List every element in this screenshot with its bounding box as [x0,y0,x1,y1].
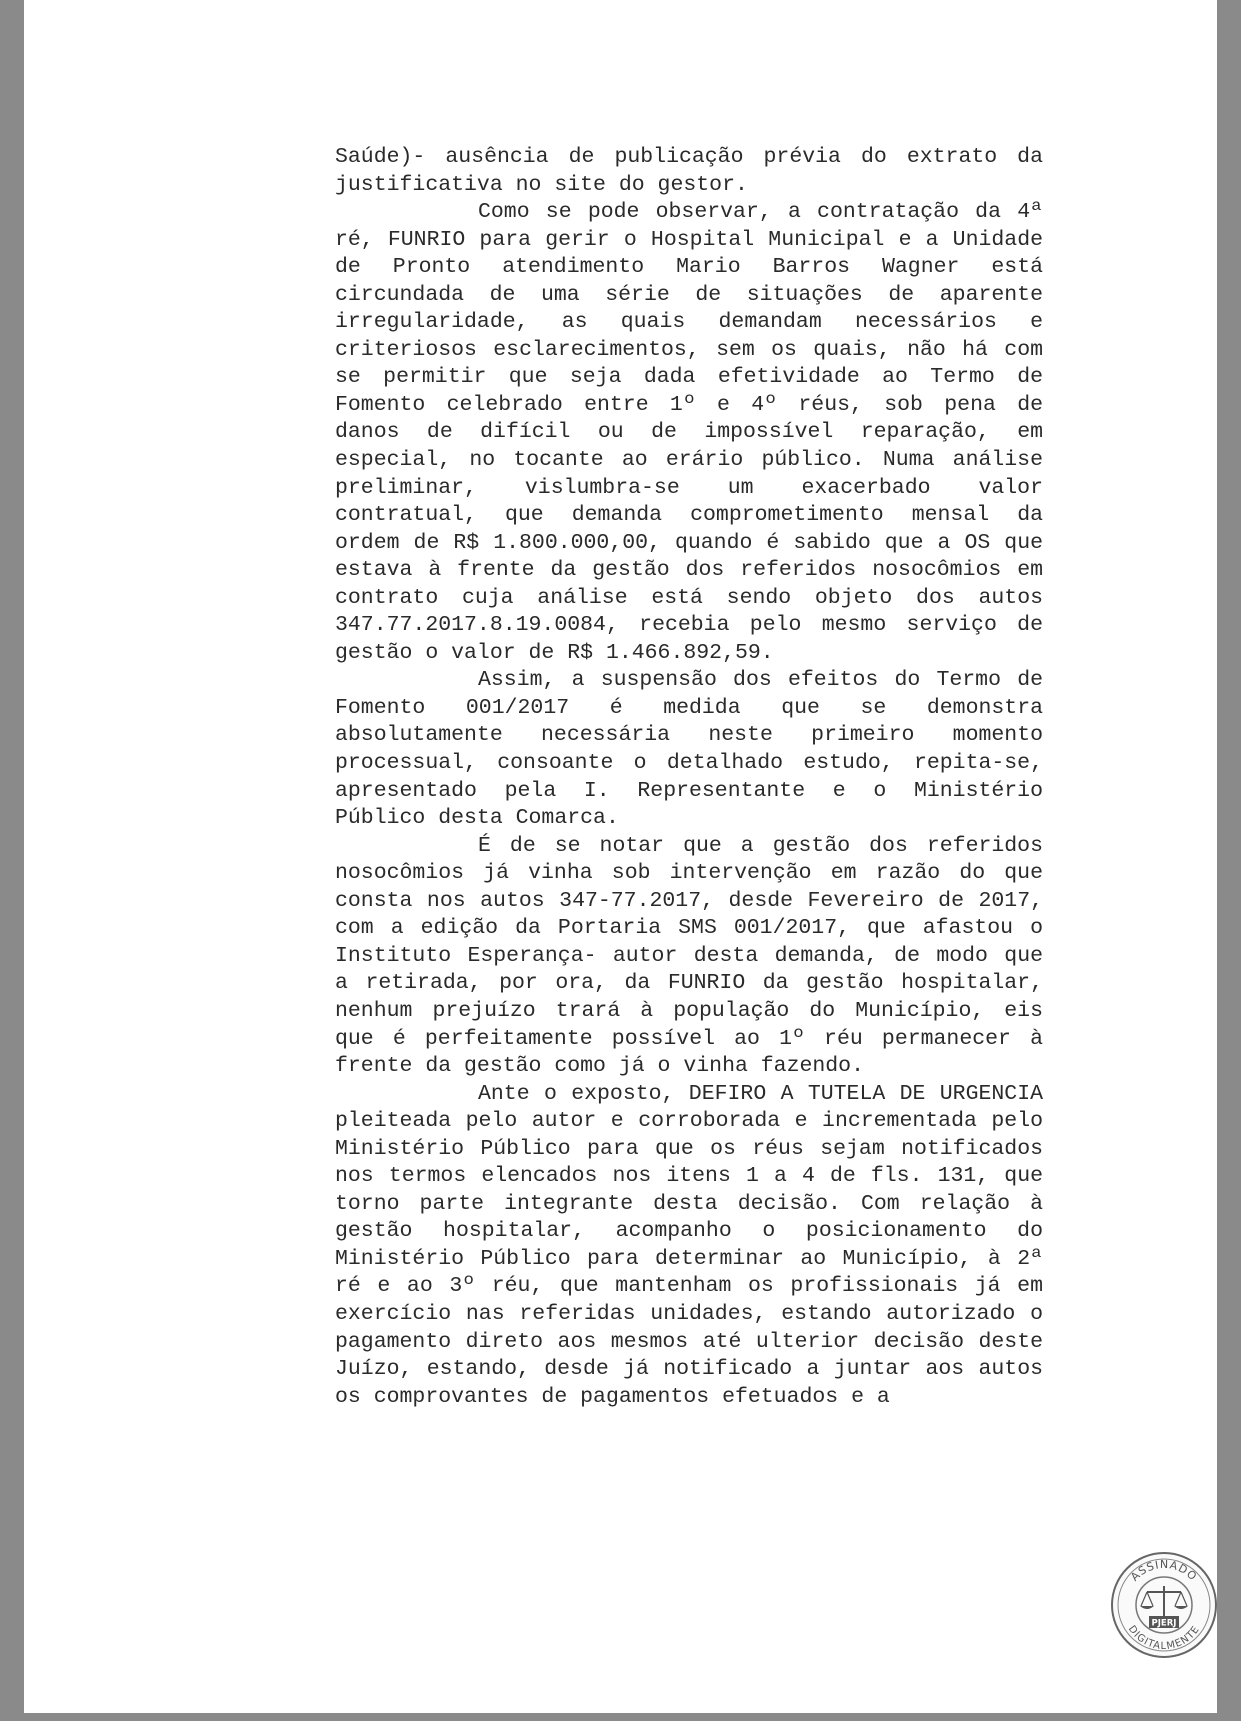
paragraph-2: Como se pode observar, a contratação da 4ª ré, FUNRIO para gerir o Hospital Municipal e a Unidade de Pronto atendimento Mario Barros Wagner está circundada de uma série de situações de aparente irregularidade, as quais demandam necessários e criteriosos esclarecimentos, sem os quais, não há com se permitir que seja dada efetividade ao Termo de Fomento celebrado entre 1º e 4º réus, sob pena de danos de difícil ou de impossível reparação, em especial, no tocante ao erário público. Numa análise preliminar, vislumbra-se um exacerbado valor contratual, que demanda comprometimento mensal da ordem de R$ 1.800.000,00, quando é sabido que a OS que estava à frente da gestão dos referidos nosocômios em contrato cuja análise está sendo objeto dos autos 347.77.2017.8.19.0084, recebia pelo mesmo serviço de gestão o valor de R$ 1.466.892,59. [335,200,1043,665]
paragraph-3: Assim, a suspensão dos efeitos do Termo de Fomento 001/2017 é medida que se demonstra absolutamente necessária neste primeiro momento processual, consoante o detalhado estudo, repita-se, apresentado pela I. Representante e o Ministério Público desta Comarca. [335,668,1043,831]
document-page [24,0,1217,1713]
seal-top-text: ASSINADO [1128,1557,1200,1584]
digital-signature-seal [1109,1550,1219,1660]
scales-of-justice-icon [1109,1550,1219,1660]
seal-bottom-text: DIGITALMENTE [1125,1623,1203,1653]
document-body [335,144,1043,1411]
paragraph-1: Saúde)- ausência de publicação prévia do extrato da justificativa no site do gestor. [335,145,1043,197]
paragraph-5: Ante o exposto, DEFIRO A TUTELA DE URGENCIA pleiteada pelo autor e corroborada e incrementada pelo Ministério Público para que os réus sejam notificados nos termos elencados nos itens 1 a 4 de fls. 131, que torno parte integrante desta decisão. Com relação à gestão hospitalar, acompanho o posicionamento do Ministério Público para determinar ao Município, à 2ª ré e ao 3º réu, que mantenham os profissionais já em exercício nas referidas unidades, estando autorizado o pagamento direto aos mesmos até ulterior decisão deste Juízo, estando, desde já notificado a juntar aos autos os comprovantes de pagamentos efetuados e a [335,1081,1043,1409]
paragraph-4: É de se notar que a gestão dos referidos nosocômios já vinha sob intervenção em razão do que consta nos autos 347-77.2017, desde Fevereiro de 2017, com a edição da Portaria SMS 001/2017, que afastou o Instituto Esperança- autor desta demanda, de modo que a retirada, por ora, da FUNRIO da gestão hospitalar, nenhum prejuízo trará à população do Município, eis que é perfeitamente possível ao 1º réu permanecer à frente da gestão como já o vinha fazendo. [335,833,1043,1079]
seal-center-text: PJERJ [1151,1618,1177,1629]
